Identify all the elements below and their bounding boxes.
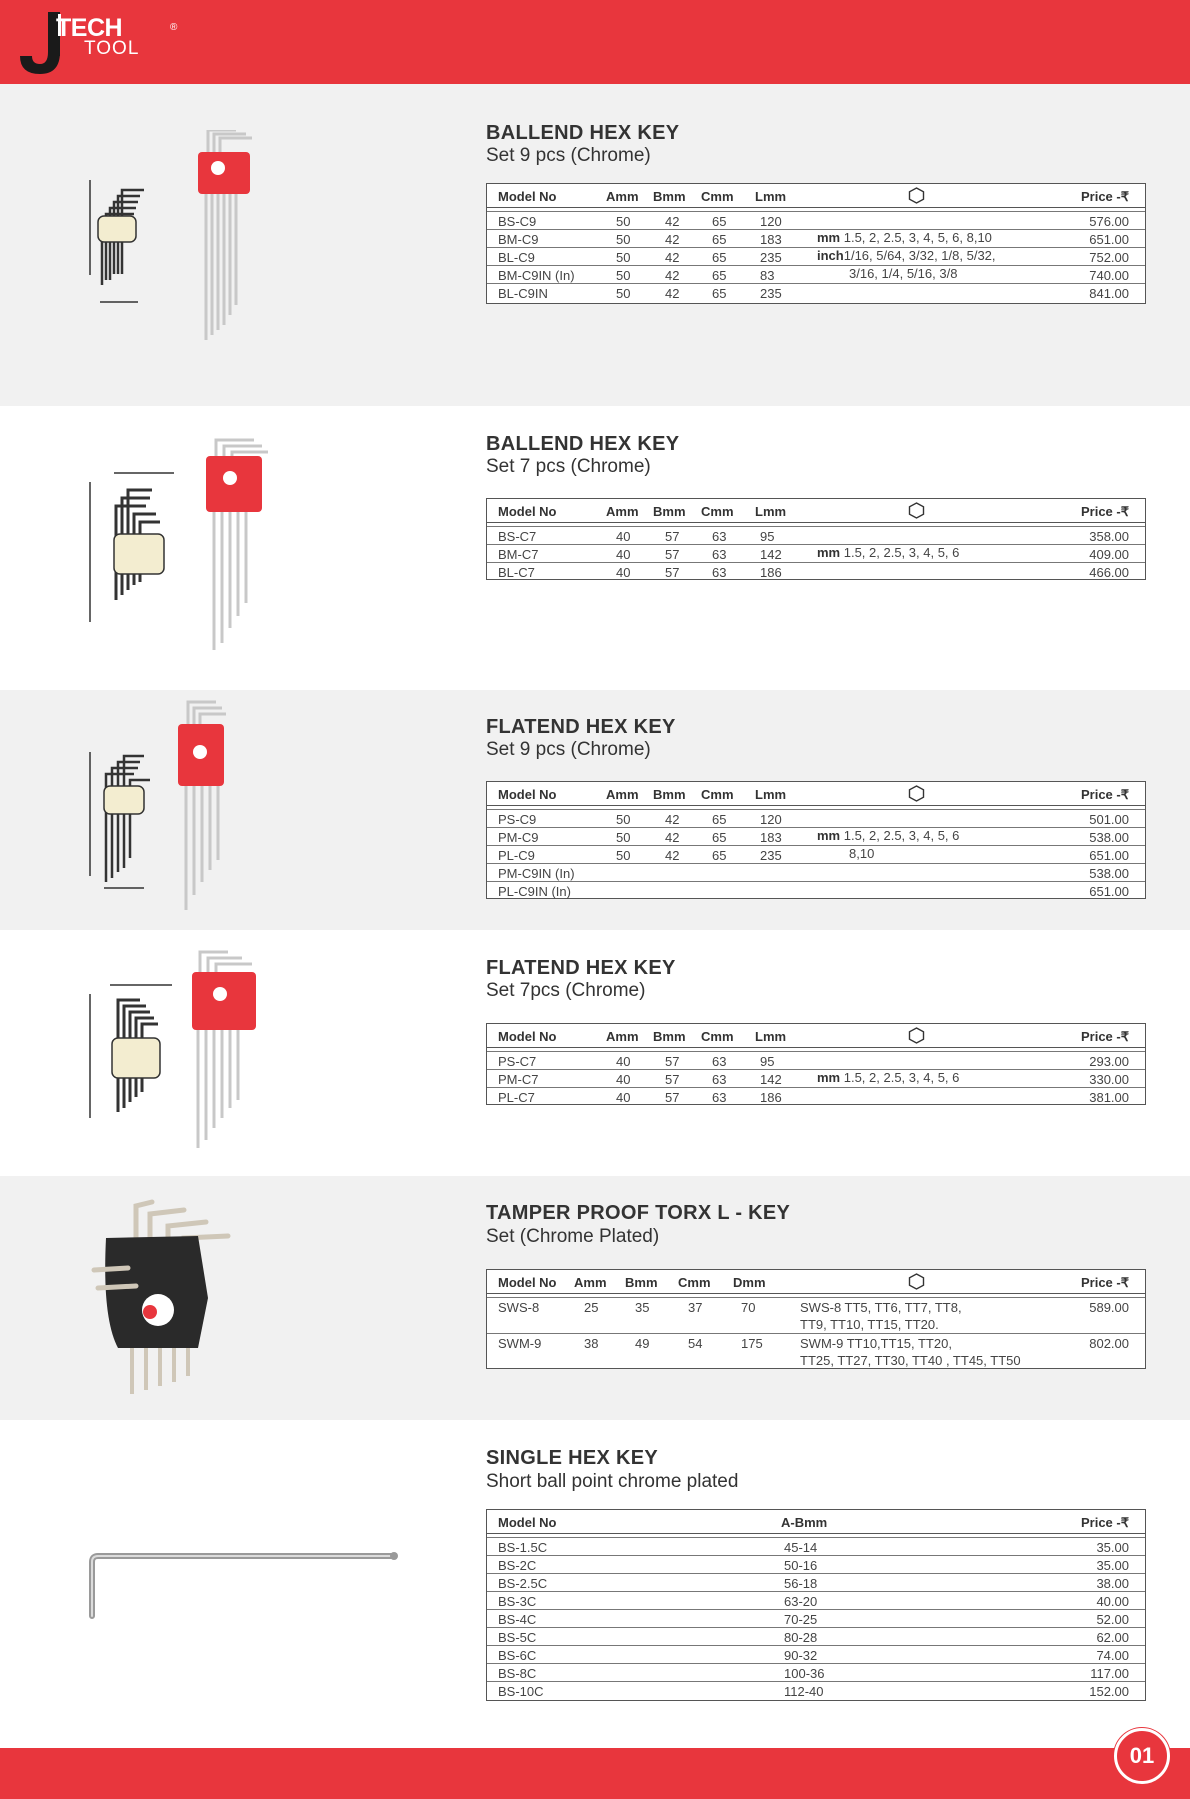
table-cell: 42 bbox=[665, 830, 680, 845]
flatend-9pc-dimension-drawing bbox=[84, 748, 164, 893]
table-cell: 65 bbox=[712, 830, 727, 845]
table-cell: 40 bbox=[616, 1090, 631, 1105]
section-title: BALLEND HEX KEY bbox=[486, 433, 680, 455]
table-cell: 63-20 bbox=[784, 1594, 818, 1609]
table-cell: 35 bbox=[635, 1300, 650, 1315]
hexagon-icon bbox=[908, 502, 925, 519]
table-row bbox=[487, 881, 1145, 899]
size-spec bbox=[817, 248, 996, 263]
table-cell: 501.00 bbox=[1089, 812, 1129, 827]
table-cell: 802.00 bbox=[1089, 1336, 1129, 1351]
column-header: Cmm bbox=[701, 787, 734, 802]
column-header: Price -₹ bbox=[1080, 1029, 1129, 1044]
table-cell: 42 bbox=[665, 232, 680, 247]
table-cell: SWS-8 TT5, TT6, TT7, TT8, bbox=[800, 1300, 962, 1315]
table-cell: 65 bbox=[712, 812, 727, 827]
table-cell: 65 bbox=[712, 232, 727, 247]
column-header: Model No bbox=[498, 1029, 557, 1044]
column-header: Price -₹ bbox=[1080, 504, 1129, 519]
table-cell: 409.00 bbox=[1089, 547, 1129, 562]
column-header: Price -₹ bbox=[1080, 1515, 1129, 1530]
col-model-no: Model No bbox=[498, 189, 557, 204]
size-spec bbox=[817, 545, 959, 560]
table-row bbox=[487, 809, 1145, 827]
table-cell: 57 bbox=[665, 547, 680, 562]
footer-bar bbox=[0, 1748, 1190, 1799]
ballend-9pc-table bbox=[486, 183, 1146, 304]
table-cell: 38 bbox=[584, 1336, 599, 1351]
table-cell: 235 bbox=[760, 848, 782, 863]
table-cell: 293.00 bbox=[1089, 1054, 1129, 1069]
table-cell: 62.00 bbox=[1096, 1630, 1129, 1645]
table-header bbox=[487, 184, 1145, 208]
table-row bbox=[487, 863, 1145, 881]
table-cell: 65 bbox=[712, 268, 727, 283]
table-cell: 358.00 bbox=[1089, 529, 1129, 544]
table-cell: 142 bbox=[760, 1072, 782, 1087]
table-cell: BS-2C bbox=[498, 1558, 537, 1573]
single-hex-key-photo bbox=[86, 1550, 402, 1620]
table-row bbox=[487, 544, 1145, 562]
table-row bbox=[487, 526, 1145, 544]
size-spec-text: inch bbox=[817, 248, 844, 263]
table-cell: 50 bbox=[616, 830, 631, 845]
table-cell: 466.00 bbox=[1089, 565, 1129, 580]
column-header: Dmm bbox=[733, 1275, 766, 1290]
table-cell: 50-16 bbox=[784, 1558, 818, 1573]
table-cell: 63 bbox=[712, 565, 727, 580]
table-cell: 752.00 bbox=[1089, 250, 1129, 265]
section-subtitle: Set 9 pcs (Chrome) bbox=[486, 145, 651, 166]
table-cell: 40 bbox=[616, 547, 631, 562]
table-row bbox=[487, 1681, 1145, 1699]
table-header bbox=[487, 1270, 1145, 1294]
column-header: Cmm bbox=[678, 1275, 711, 1290]
table-cell: 65 bbox=[712, 848, 727, 863]
table-cell: 42 bbox=[665, 214, 680, 229]
table-cell: 57 bbox=[665, 529, 680, 544]
table-cell: 63 bbox=[712, 1054, 727, 1069]
flatend-7pc-dimension-drawing bbox=[84, 982, 180, 1122]
size-spec-text: 1.5, 2, 2.5, 3, 4, 5, 6 bbox=[840, 545, 960, 560]
table-cell: 54 bbox=[688, 1336, 703, 1351]
column-header: Model No bbox=[498, 787, 557, 802]
table-cell: 35.00 bbox=[1096, 1558, 1129, 1573]
page-number-badge: 01 bbox=[1114, 1728, 1170, 1784]
table-cell: 42 bbox=[665, 250, 680, 265]
column-header: Price -₹ bbox=[1080, 1275, 1129, 1290]
table-cell: 50 bbox=[616, 848, 631, 863]
hexagon-icon bbox=[908, 785, 925, 802]
table-row bbox=[487, 1663, 1145, 1681]
flatend-9pc-product-photo bbox=[176, 700, 238, 915]
column-header: Amm bbox=[606, 504, 639, 519]
section-title: BALLEND HEX KEY bbox=[486, 122, 680, 144]
table-cell: PM-C7 bbox=[498, 1072, 539, 1087]
col-bmm: Bmm bbox=[653, 189, 686, 204]
table-cell: BS-C7 bbox=[498, 529, 537, 544]
table-cell: 57 bbox=[665, 1090, 680, 1105]
table-cell: 330.00 bbox=[1089, 1072, 1129, 1087]
table-cell: 50 bbox=[616, 214, 631, 229]
table-cell: 651.00 bbox=[1089, 884, 1129, 899]
table-cell: 38.00 bbox=[1096, 1576, 1129, 1591]
table-cell: SWM-9 TT10,TT15, TT20, bbox=[800, 1336, 952, 1351]
table-cell: PM-C9 bbox=[498, 830, 539, 845]
table-cell: 40 bbox=[616, 1054, 631, 1069]
table-cell: 37 bbox=[688, 1300, 703, 1315]
table-cell: BS-8C bbox=[498, 1666, 537, 1681]
logo-tool-text: TOOL bbox=[84, 38, 140, 59]
flatend-7pc-product-photo bbox=[190, 950, 270, 1150]
table-row bbox=[487, 1297, 1145, 1333]
table-cell: BL-C7 bbox=[498, 565, 535, 580]
section-title: FLATEND HEX KEY bbox=[486, 716, 676, 738]
table-cell: TT25, TT27, TT30, TT40 , TT45, TT50 bbox=[800, 1353, 1021, 1368]
table-cell: BS-3C bbox=[498, 1594, 537, 1609]
table-header bbox=[487, 782, 1145, 806]
table-cell: 90-32 bbox=[784, 1648, 818, 1663]
table-row bbox=[487, 1555, 1145, 1573]
size-spec-text: 3/16, 1/4, 5/16, 3/8 bbox=[849, 266, 958, 281]
table-cell: 40 bbox=[616, 565, 631, 580]
section-subtitle: Set 7 pcs (Chrome) bbox=[486, 456, 651, 477]
column-header: Model No bbox=[498, 1515, 557, 1530]
table-cell: BS-10C bbox=[498, 1684, 544, 1699]
table-cell: 74.00 bbox=[1096, 1648, 1129, 1663]
table-cell: 50 bbox=[616, 286, 631, 301]
table-cell: 152.00 bbox=[1089, 1684, 1129, 1699]
table-cell: 56-18 bbox=[784, 1576, 818, 1591]
table-cell: 538.00 bbox=[1089, 866, 1129, 881]
table-cell: 63 bbox=[712, 547, 727, 562]
table-row bbox=[487, 1645, 1145, 1663]
table-header bbox=[487, 1024, 1145, 1048]
size-spec bbox=[817, 230, 992, 245]
flatend-9pc-table bbox=[486, 781, 1146, 899]
table-cell: 100-36 bbox=[784, 1666, 825, 1681]
table-cell: 538.00 bbox=[1089, 830, 1129, 845]
table-row bbox=[487, 211, 1145, 229]
ballend-7pc-table bbox=[486, 498, 1146, 580]
table-cell: 70 bbox=[741, 1300, 756, 1315]
column-header: Lmm bbox=[755, 1029, 787, 1044]
section-subtitle: Set 7pcs (Chrome) bbox=[486, 980, 646, 1001]
size-spec-text: mm bbox=[817, 1070, 841, 1085]
table-cell: 589.00 bbox=[1089, 1300, 1129, 1315]
header-bar bbox=[0, 0, 1190, 84]
table-cell: 186 bbox=[760, 1090, 782, 1105]
table-cell: 63 bbox=[712, 1072, 727, 1087]
size-spec bbox=[817, 1070, 959, 1085]
table-row bbox=[487, 1087, 1145, 1105]
table-cell: BS-1.5C bbox=[498, 1540, 548, 1555]
size-spec-text: mm bbox=[817, 230, 841, 245]
size-spec-text: mm bbox=[817, 828, 841, 843]
table-cell: BS-C9 bbox=[498, 214, 537, 229]
torx-lkey-product-photo bbox=[88, 1198, 258, 1398]
table-cell: BM-C9 bbox=[498, 232, 539, 247]
hexagon-icon bbox=[908, 187, 925, 204]
ballend-9pc-product-photo bbox=[196, 130, 266, 350]
table-cell: SWS-8 bbox=[498, 1300, 540, 1315]
column-header: Bmm bbox=[625, 1275, 658, 1290]
table-cell: 235 bbox=[760, 250, 782, 265]
size-spec-text: mm bbox=[817, 545, 841, 560]
table-cell: 183 bbox=[760, 232, 782, 247]
col-lmm: Lmm bbox=[755, 189, 787, 204]
table-cell: 42 bbox=[665, 812, 680, 827]
table-cell: 57 bbox=[665, 1072, 680, 1087]
table-cell: PS-C9 bbox=[498, 812, 537, 827]
column-header: Model No bbox=[498, 504, 557, 519]
torx-lkey-table bbox=[486, 1269, 1146, 1369]
column-header: Amm bbox=[606, 1029, 639, 1044]
table-header bbox=[487, 1510, 1145, 1534]
column-header: Bmm bbox=[653, 504, 686, 519]
table-row bbox=[487, 1573, 1145, 1591]
size-spec bbox=[849, 266, 957, 281]
hexagon-icon bbox=[908, 1273, 925, 1290]
column-header: Bmm bbox=[653, 1029, 686, 1044]
table-cell: BS-5C bbox=[498, 1630, 537, 1645]
col-amm: Amm bbox=[606, 189, 639, 204]
table-cell: 42 bbox=[665, 286, 680, 301]
table-cell: 50 bbox=[616, 232, 631, 247]
table-cell: 40 bbox=[616, 529, 631, 544]
table-cell: 183 bbox=[760, 830, 782, 845]
table-cell: 49 bbox=[635, 1336, 650, 1351]
table-cell: 57 bbox=[665, 1054, 680, 1069]
table-cell: BL-C9 bbox=[498, 250, 535, 265]
table-cell: 35.00 bbox=[1096, 1540, 1129, 1555]
table-cell: 70-25 bbox=[784, 1612, 818, 1627]
column-header: Cmm bbox=[701, 504, 734, 519]
table-cell: 25 bbox=[584, 1300, 599, 1315]
ballend-7pc-dimension-drawing bbox=[84, 470, 180, 625]
table-cell: PL-C9IN (In) bbox=[498, 884, 571, 899]
table-cell: PM-C9IN (In) bbox=[498, 866, 575, 881]
section-subtitle: Set (Chrome Plated) bbox=[486, 1226, 660, 1247]
table-cell: SWM-9 bbox=[498, 1336, 542, 1351]
table-cell: 175 bbox=[741, 1336, 763, 1351]
table-row bbox=[487, 562, 1145, 580]
table-cell: BM-C9IN (In) bbox=[498, 268, 575, 283]
table-row bbox=[487, 1537, 1145, 1555]
table-header bbox=[487, 499, 1145, 523]
size-spec bbox=[817, 828, 959, 843]
table-cell: 235 bbox=[760, 286, 782, 301]
table-cell: 120 bbox=[760, 812, 782, 827]
table-cell: BS-2.5C bbox=[498, 1576, 548, 1591]
logo-registered-mark: ® bbox=[170, 22, 178, 33]
table-cell: 841.00 bbox=[1089, 286, 1129, 301]
single-hex-key-table bbox=[486, 1509, 1146, 1701]
table-cell: 117.00 bbox=[1090, 1666, 1129, 1681]
table-cell: 740.00 bbox=[1089, 268, 1129, 283]
size-spec-text: 1/16, 5/64, 3/32, 1/8, 5/32, bbox=[843, 248, 996, 263]
table-cell: 65 bbox=[712, 214, 727, 229]
table-cell: PS-C7 bbox=[498, 1054, 537, 1069]
column-header: Bmm bbox=[653, 787, 686, 802]
col-cmm: Cmm bbox=[701, 189, 734, 204]
column-header: Model No bbox=[498, 1275, 557, 1290]
table-cell: 42 bbox=[665, 848, 680, 863]
flatend-7pc-table bbox=[486, 1023, 1146, 1105]
column-header: Cmm bbox=[701, 1029, 734, 1044]
table-cell: 52.00 bbox=[1096, 1612, 1129, 1627]
table-cell: 95 bbox=[760, 1054, 775, 1069]
table-row bbox=[487, 247, 1145, 265]
table-cell: 186 bbox=[760, 565, 782, 580]
table-cell: 112-40 bbox=[784, 1684, 824, 1699]
col-price: Price -₹ bbox=[1080, 189, 1129, 204]
table-row bbox=[487, 845, 1145, 863]
table-cell: 651.00 bbox=[1089, 232, 1129, 247]
column-header: Amm bbox=[574, 1275, 607, 1290]
table-cell: 50 bbox=[616, 812, 631, 827]
table-row bbox=[487, 1609, 1145, 1627]
hexagon-icon bbox=[908, 1027, 925, 1044]
table-cell: 83 bbox=[760, 268, 775, 283]
ballend-7pc-product-photo bbox=[204, 438, 276, 658]
table-row bbox=[487, 229, 1145, 247]
table-cell: 65 bbox=[712, 250, 727, 265]
table-cell: BS-4C bbox=[498, 1612, 537, 1627]
table-cell: 142 bbox=[760, 547, 782, 562]
table-cell: 63 bbox=[712, 529, 727, 544]
table-cell: 65 bbox=[712, 286, 727, 301]
table-cell: 45-14 bbox=[784, 1540, 818, 1555]
table-row bbox=[487, 1333, 1145, 1369]
size-spec-text: 1.5, 2, 2.5, 3, 4, 5, 6, 8,10 bbox=[840, 230, 992, 245]
column-header: Price -₹ bbox=[1080, 787, 1129, 802]
table-row bbox=[487, 265, 1145, 283]
table-cell: 40 bbox=[616, 1072, 631, 1087]
table-row bbox=[487, 827, 1145, 845]
table-cell: PL-C7 bbox=[498, 1090, 535, 1105]
section-title: FLATEND HEX KEY bbox=[486, 957, 676, 979]
table-cell: 40.00 bbox=[1096, 1594, 1129, 1609]
table-cell: BM-C7 bbox=[498, 547, 539, 562]
table-cell: BS-6C bbox=[498, 1648, 537, 1663]
section-title: TAMPER PROOF TORX L - KEY bbox=[486, 1202, 791, 1224]
section-subtitle: Short ball point chrome plated bbox=[486, 1471, 739, 1492]
table-row bbox=[487, 1627, 1145, 1645]
table-row bbox=[487, 1051, 1145, 1069]
table-cell: 50 bbox=[616, 250, 631, 265]
column-header: A-Bmm bbox=[781, 1515, 828, 1530]
table-cell: 381.00 bbox=[1089, 1090, 1129, 1105]
table-cell: BL-C9IN bbox=[498, 286, 548, 301]
section-subtitle: Set 9 pcs (Chrome) bbox=[486, 739, 651, 760]
table-cell: 42 bbox=[665, 268, 680, 283]
logo-tech-text: TECH bbox=[56, 14, 123, 42]
table-row bbox=[487, 283, 1145, 301]
column-header: Lmm bbox=[755, 504, 787, 519]
size-spec-text: 1.5, 2, 2.5, 3, 4, 5, 6 bbox=[840, 828, 960, 843]
section-title: SINGLE HEX KEY bbox=[486, 1447, 659, 1469]
table-cell: TT9, TT10, TT15, TT20. bbox=[800, 1317, 939, 1332]
table-cell: 63 bbox=[712, 1090, 727, 1105]
size-spec-text: 1.5, 2, 2.5, 3, 4, 5, 6 bbox=[840, 1070, 960, 1085]
column-header: Lmm bbox=[755, 787, 787, 802]
table-cell: 576.00 bbox=[1089, 214, 1129, 229]
table-cell: 50 bbox=[616, 268, 631, 283]
ballend-9pc-dimension-drawing bbox=[82, 170, 152, 315]
table-cell: 651.00 bbox=[1089, 848, 1129, 863]
table-cell: 95 bbox=[760, 529, 775, 544]
table-cell: 120 bbox=[760, 214, 782, 229]
size-spec-text: 8,10 bbox=[849, 846, 875, 861]
table-cell: 80-28 bbox=[784, 1630, 818, 1645]
brand-logo bbox=[18, 12, 188, 76]
table-cell: 57 bbox=[665, 565, 680, 580]
table-row bbox=[487, 1069, 1145, 1087]
table-cell: PL-C9 bbox=[498, 848, 535, 863]
size-spec bbox=[849, 846, 874, 861]
column-header: Amm bbox=[606, 787, 639, 802]
table-row bbox=[487, 1591, 1145, 1609]
